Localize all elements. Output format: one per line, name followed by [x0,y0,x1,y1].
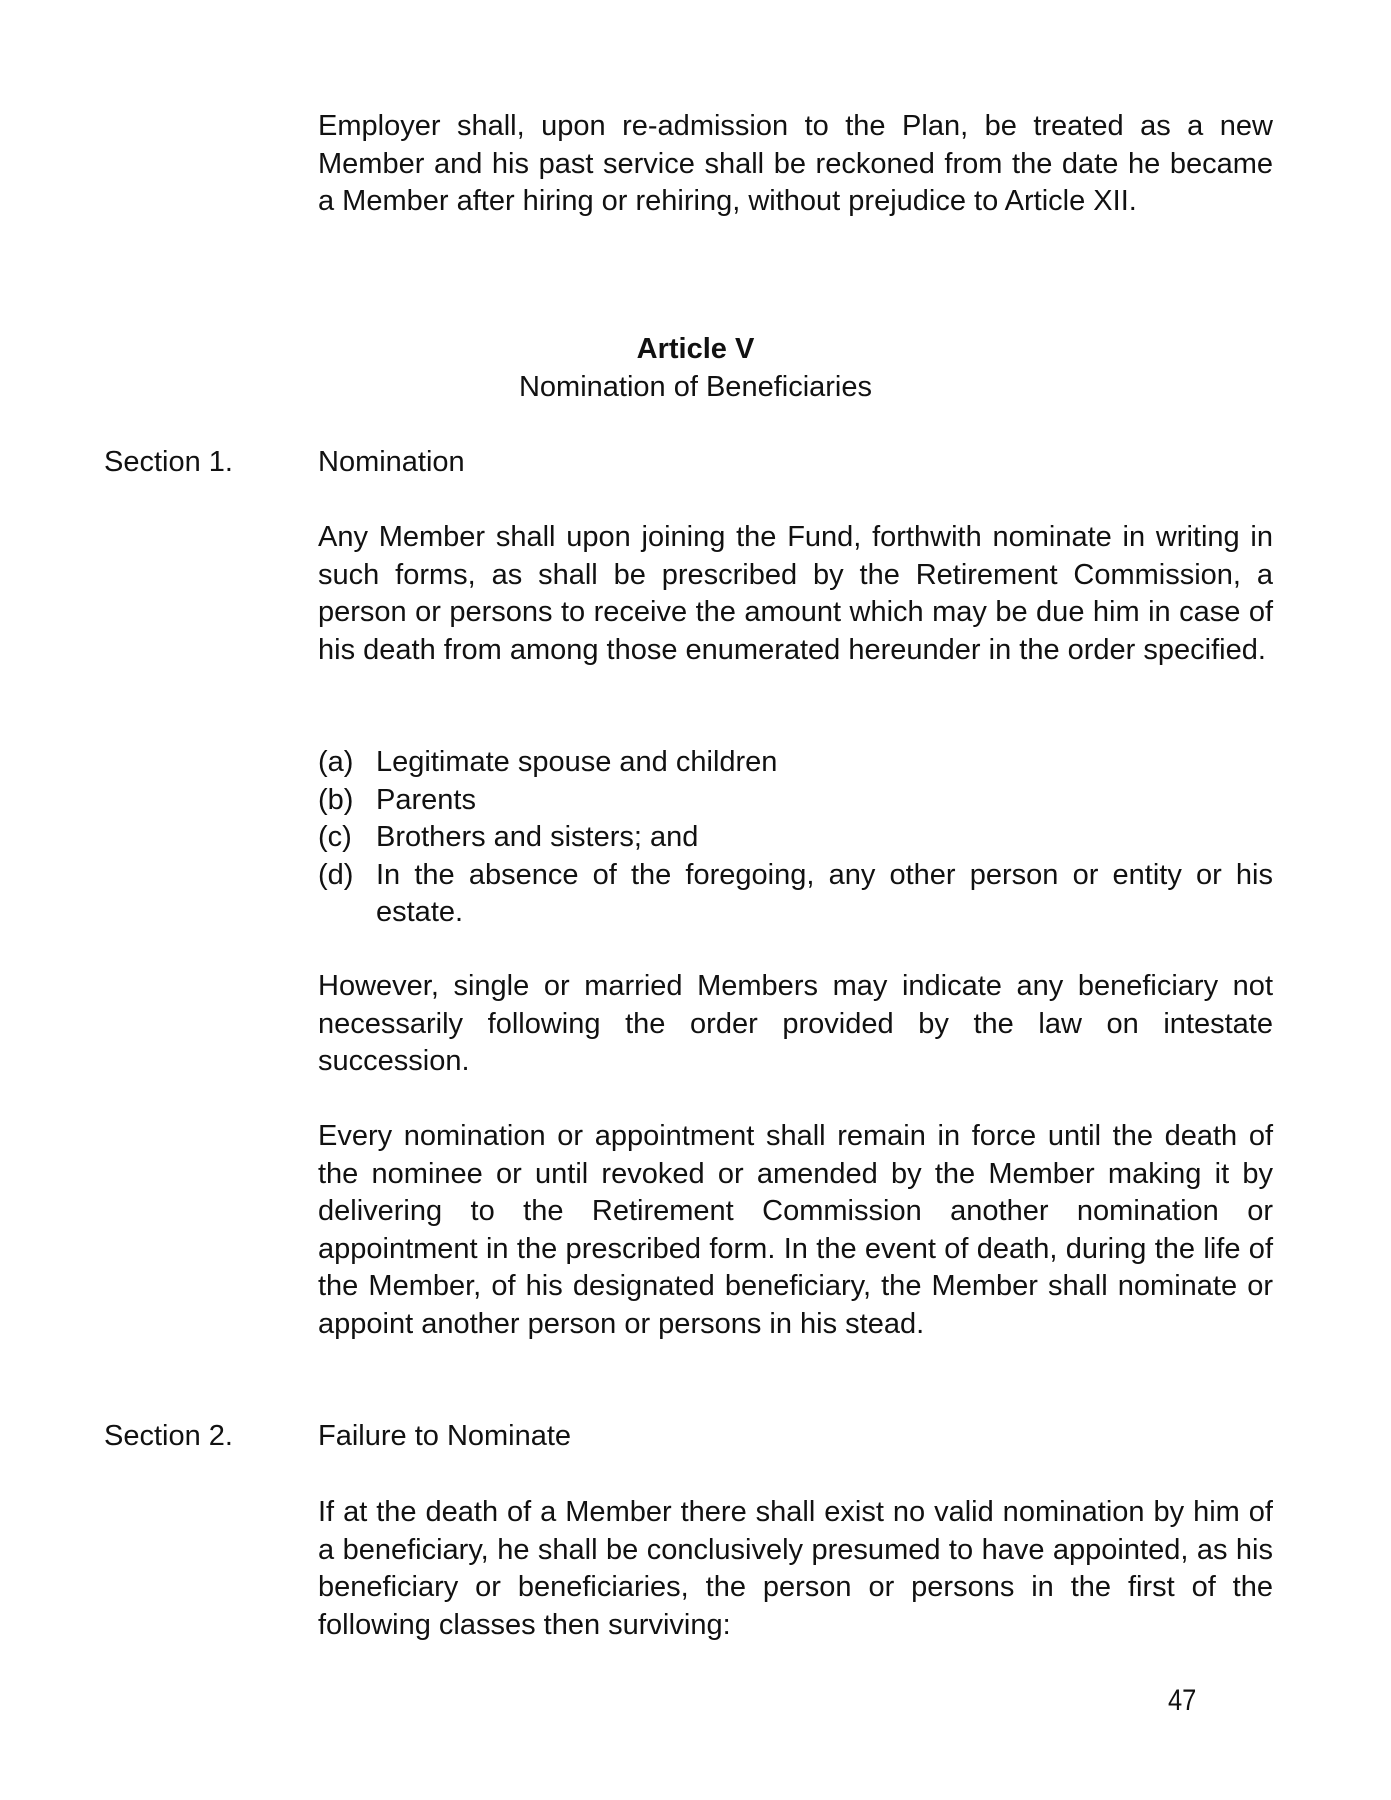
section-1-label: Section 1. [104,446,233,478]
list-item [318,782,1273,820]
section-2-label: Section 2. [104,1420,233,1452]
intro-paragraph: Employer shall, upon re-admission to the Plan, be treated as a new Member and his past service shall be reckoned from the date he became a Member after hiring or rehiring, without prejudice to Article XII. [318,110,1273,217]
section-2-title: Failure to Nominate [318,1420,572,1452]
list-text: Brothers and sisters; and [376,821,699,853]
list-marker: (c) [318,821,352,853]
section-1-paragraph-2: However, single or married Members may indicate any beneficiary not necessarily following the order provided by the law on intestate succession. [318,970,1273,1077]
list-text: Legitimate spouse and children [376,746,778,778]
list-marker: (a) [318,746,354,778]
section-1-paragraph-1: Any Member shall upon joining the Fund, forthwith nominate in writing in such forms, as shall be prescribed by the Retirement Commission, a person or persons to receive the amount which may be due him in case of his death from among those enumerated hereunder in the order specified. [318,521,1273,666]
page-number: 47 [1168,1684,1197,1717]
list-item [318,857,1273,932]
section-1-title: Nomination [318,446,465,478]
article-subtitle: Nomination of Beneficiaries [518,371,872,403]
section-1-paragraph-3: Every nomination or appointment shall remain in force until the death of the nominee or until revoked or amended by the Member making it by delivering to the Retirement Commission another nomination or appointment in the prescribed form. In the event of death, during the life of the Member, of his designated beneficiary, the Member shall nominate or appoint another person or persons in his stead. [318,1120,1273,1340]
beneficiary-order-list [318,744,1273,932]
list-text: In the absence of the foregoing, any other person or entity or his estate. [376,858,1273,928]
section-2-paragraph-1: If at the death of a Member there shall exist no valid nomination by him of a beneficiary, he shall be conclusively presumed to have appointed, as his beneficiary or beneficiaries, the person or persons in the first of the following classes then surviving: [318,1496,1273,1641]
list-text: Parents [376,783,476,816]
list-item [318,819,1273,857]
list-marker: (b) [318,783,354,816]
list-marker: (d) [318,858,354,891]
list-item [318,744,1273,782]
article-heading: Article V [636,333,755,365]
